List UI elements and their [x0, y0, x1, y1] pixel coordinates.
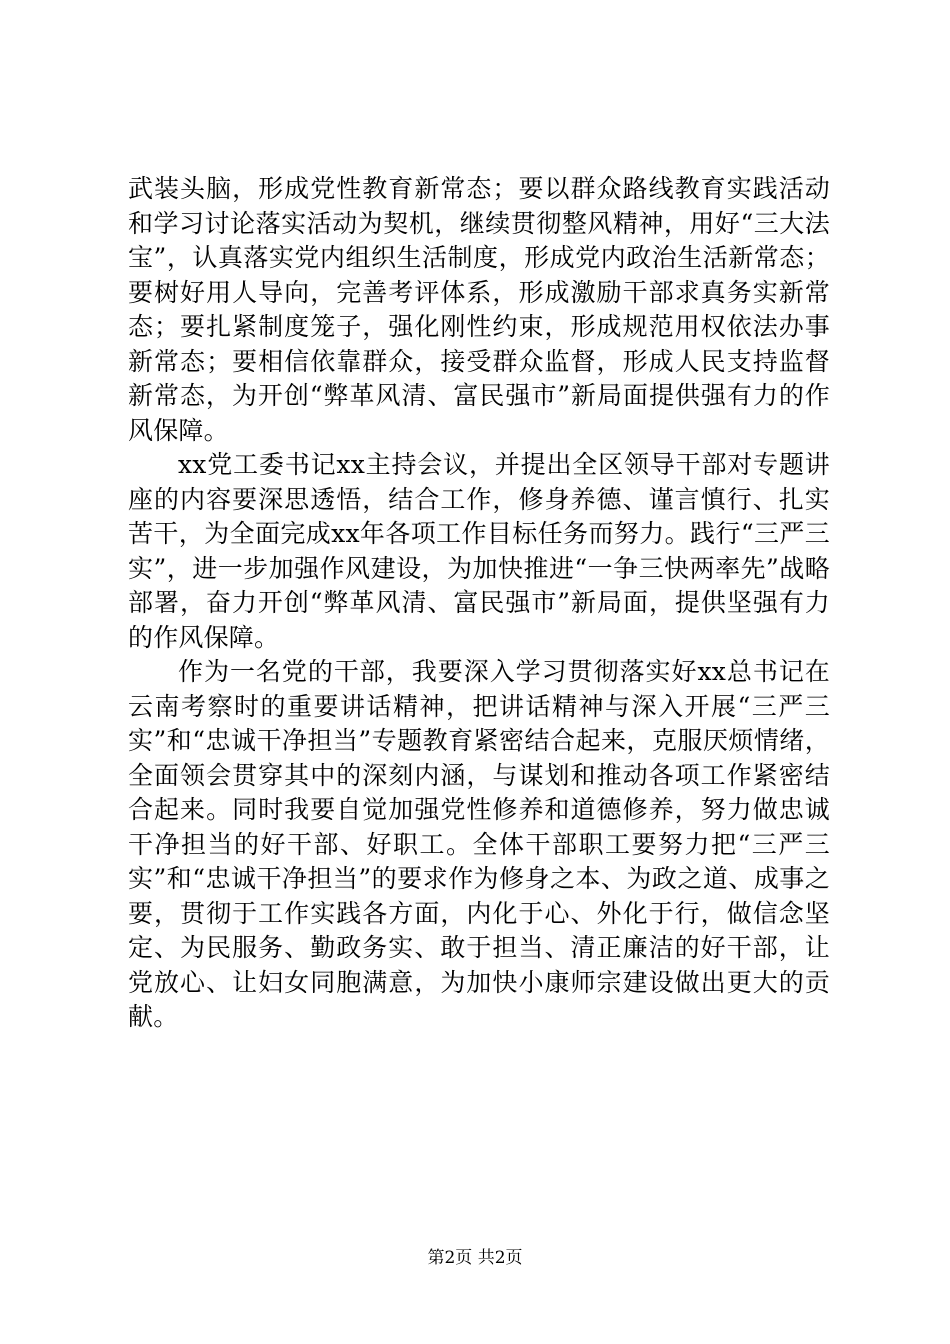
document-body: [128, 172, 830, 1035]
page-footer: 第2页 共2页: [427, 1248, 523, 1268]
paragraph-continuation: 武装头脑，形成党性教育新常态；要以群众路线教育实践活动和学习讨论落实活动为契机，继续贯彻整风精神，用好“三大法宝”，认真落实党内组织生活制度，形成党内政治生活新常态；要树好用人导向，完善考评体系，形成激励干部求真务实新常态；要扎紧制度笼子，强化刚性约束，形成规范用权依法办事新常态；要相信依靠群众，接受群众监督，形成人民支持监督新常态，为开创“弊革风清、富民强市”新局面提供强有力的作风保障。: [128, 174, 830, 445]
paragraph-meeting: xx党工委书记xx主持会议，并提出全区领导干部对专题讲座的内容要深思透悟，结合工作，修身养德、谨言慎行、扎实苦干，为全面完成xx年各项工作目标任务而努力。践行“三严三实”，进一步加强作风建设，为加快推进“一争三快两率先”战略部署，奋力开创“弊革风清、富民强市”新局面，提供坚强有力的作风保障。: [128, 450, 830, 652]
paragraph-personal-commitment: 作为一名党的干部，我要深入学习贯彻落实好xx总书记在云南考察时的重要讲话精神，把讲话精神与深入开展“三严三实”和“忠诚干净担当”专题教育紧密结合起来，克服厌烦情绪，全面领会贯穿其中的深刻内涵，与谋划和推动各项工作紧密结合起来。同时我要自觉加强党性修养和道德修养，努力做忠诚干净担当的好干部、好职工。全体干部职工要努力把“三严三实”和“忠诚干净担当”的要求作为修身之本、为政之道、成事之要，贯彻于工作实践各方面，内化于心、外化于行，做信念坚定、为民服务、勤政务实、敢于担当、清正廉洁的好干部，让党放心、让妇女同胞满意，为加快小康师宗建设做出更大的贡献。: [128, 657, 830, 1031]
